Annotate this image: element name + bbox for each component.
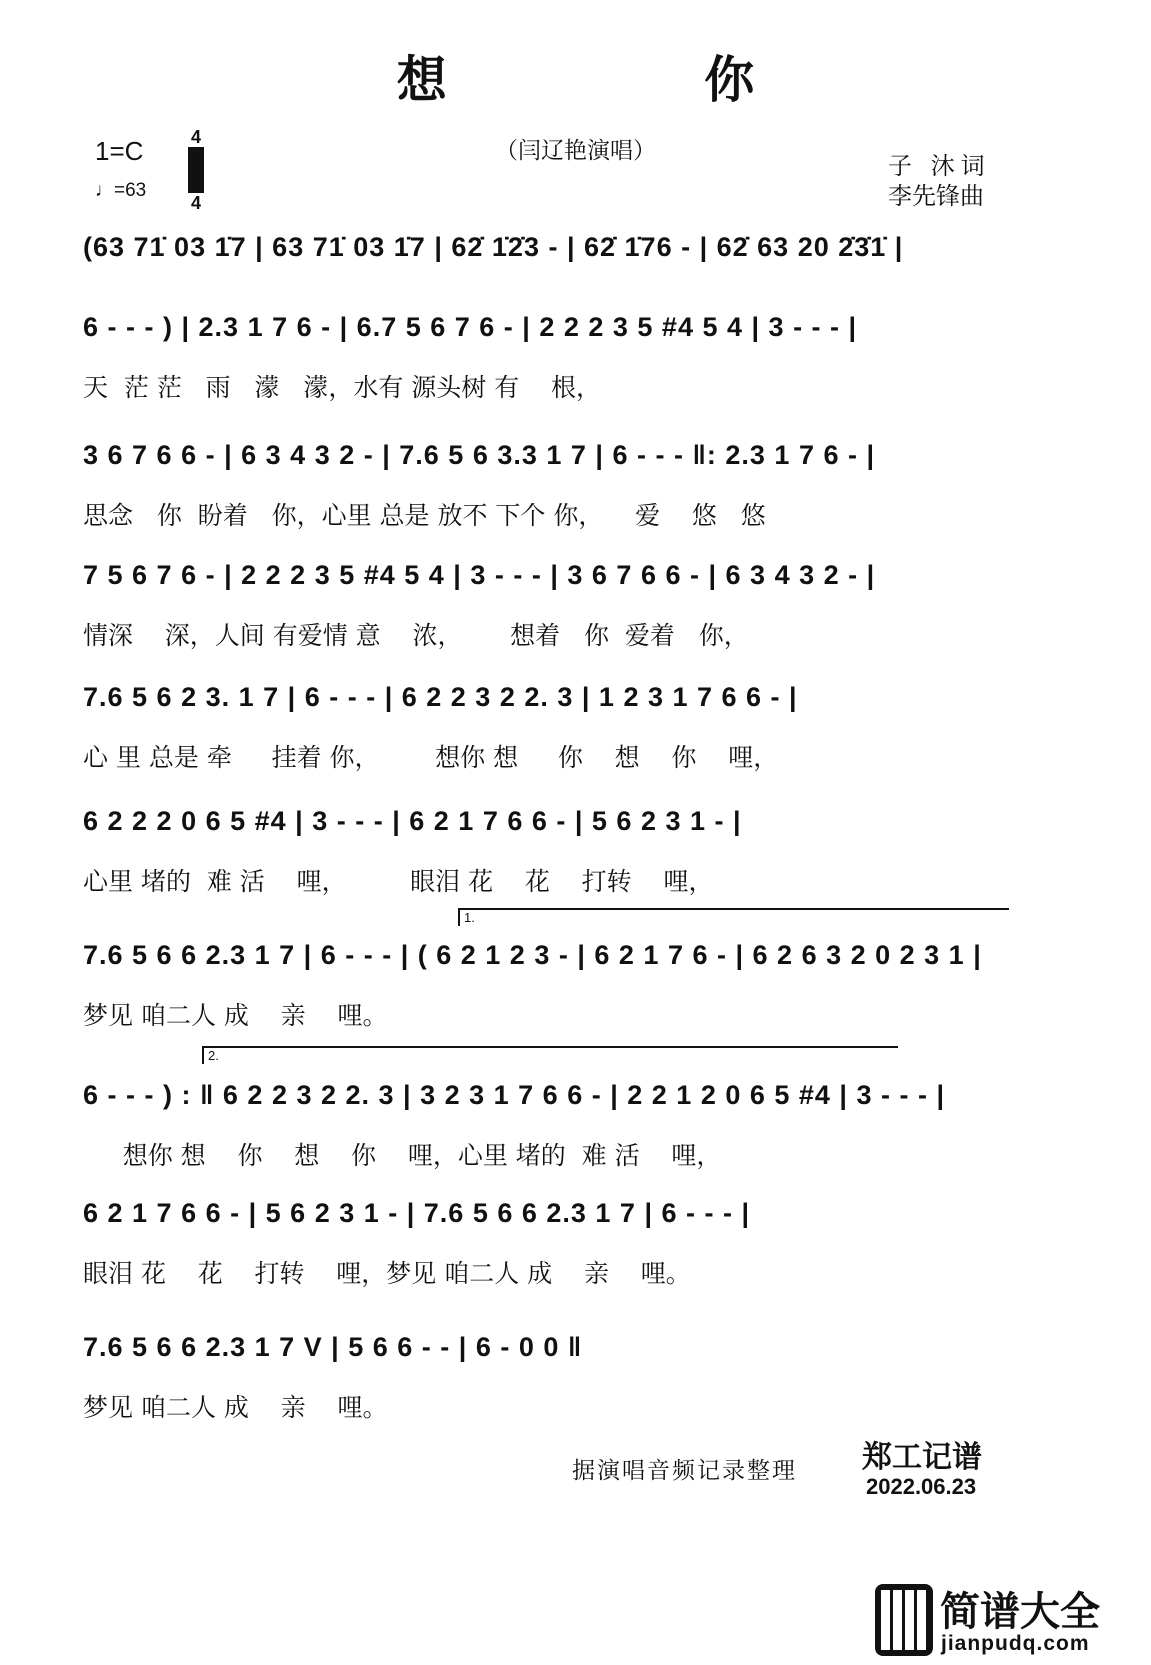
notation-line: 7.6 5 6 2 3. 1 7 | 6 - - - | 6 2 2 3 2 2. 3 | 1 2 3 1 7 6 6 - | xyxy=(83,682,798,712)
notation-line: 6 2 2 2 0 6 5 #4 | 3 - - - | 6 2 1 7 6 6 - | 5 6 2 3 1 - | xyxy=(83,806,742,836)
lyrics-line: 想你 想 你 想 你 哩，心里 堵的 难 活 哩， xyxy=(83,1141,722,1170)
lyrics-line: 心里 堵的 难 活 哩， 眼泪 花 花 打转 哩， xyxy=(83,867,714,896)
notation-line: 6 - - - ) | 2.3 1 7 6 - | 6.7 5 6 7 6 - | 2 2 2 3 5 #4 5 4 | 3 - - - | xyxy=(83,312,858,342)
time-signature xyxy=(188,128,204,212)
notation-line: 3 6 7 6 6 - | 6 3 4 3 2 - | 7.6 5 6 3.3 1 7 | 6 - - - ‖: 2.3 1 7 6 - | xyxy=(83,440,876,470)
meter-bottom: 4 xyxy=(190,193,201,213)
transcription-date: 2022.06.23 xyxy=(866,1474,977,1499)
volta1-label: 1. xyxy=(464,910,475,925)
transcription-note: 据演唱音频记录整理 xyxy=(572,1457,797,1483)
notation-line: 7.6 5 6 6 2.3 1 7 | 6 - - - | ( 6 2 1 2 3 - | 6 2 1 7 6 - | 6 2 6 3 2 0 2 3 1 | xyxy=(83,940,982,970)
notation-line: 7 5 6 7 6 - | 2 2 2 3 5 #4 5 4 | 3 - - - | 3 6 7 6 6 - | 6 3 4 3 2 - | xyxy=(83,560,876,590)
lyrics-line: 眼泪 花 花 打转 哩，梦见 咱二人 成 亲 哩。 xyxy=(83,1259,691,1288)
volta-first-ending xyxy=(458,908,1009,926)
singer-credit: （闫辽艳演唱） xyxy=(495,137,656,163)
volta-second-ending xyxy=(202,1046,898,1064)
lyrics-line: 心 里 总是 牵 挂着 你， 想你 想 你 想 你 哩， xyxy=(83,743,779,772)
lyrics-line: 情深 深，人间 有爱情 意 浓， 想着 你 爱着 你， xyxy=(83,621,749,650)
key-signature: 1=C xyxy=(95,136,144,166)
site-logo xyxy=(875,1580,1145,1660)
volta2-label: 2. xyxy=(208,1048,219,1063)
site-url: jianpudq.com xyxy=(941,1632,1090,1655)
notation-line: 7.6 5 6 6 2.3 1 7 V | 5 6 6 - - | 6 - 0 0 ‖ xyxy=(83,1332,583,1362)
site-name: 简谱大全 xyxy=(940,1589,1100,1635)
lyrics-line: 天 茫 茫 雨 濛 濛，水有 源头树 有 根， xyxy=(83,373,602,402)
lyricist-credit: 子 沐词 xyxy=(888,153,991,180)
notation-line: 6 2 1 7 6 6 - | 5 6 2 3 1 - | 7.6 5 6 6 2.3 1 7 | 6 - - - | xyxy=(83,1198,751,1228)
tempo-marking: ♩=63 xyxy=(95,180,147,201)
transcriber-signature: 郑工记谱 xyxy=(862,1440,982,1475)
notation-line: 6 - - - ) : ‖ 6 2 2 3 2 2. 3 | 3 2 3 1 7 6 6 - | 2 2 1 2 0 6 5 #4 | 3 - - - | xyxy=(83,1080,946,1110)
composer-credit: 李先锋曲 xyxy=(888,183,984,210)
lyrics-line: 梦见 咱二人 成 亲 哩。 xyxy=(83,1001,388,1030)
song-title: 想 你 xyxy=(396,50,875,109)
meter-top: 4 xyxy=(190,127,201,147)
lyrics-line: 思念 你 盼着 你，心里 总是 放不 下个 你， 爱 悠 悠 xyxy=(83,501,766,530)
lyrics-line: 梦见 咱二人 成 亲 哩。 xyxy=(83,1393,388,1422)
notation-line: (63 71̇ 03 1̇7 | 63 71̇ 03 1̇7 | 62̇ 1̇2̇3 - | 62̇ 1̇76 - | 62̇ 63 20 2̇3̇1̇ | xyxy=(83,232,904,262)
